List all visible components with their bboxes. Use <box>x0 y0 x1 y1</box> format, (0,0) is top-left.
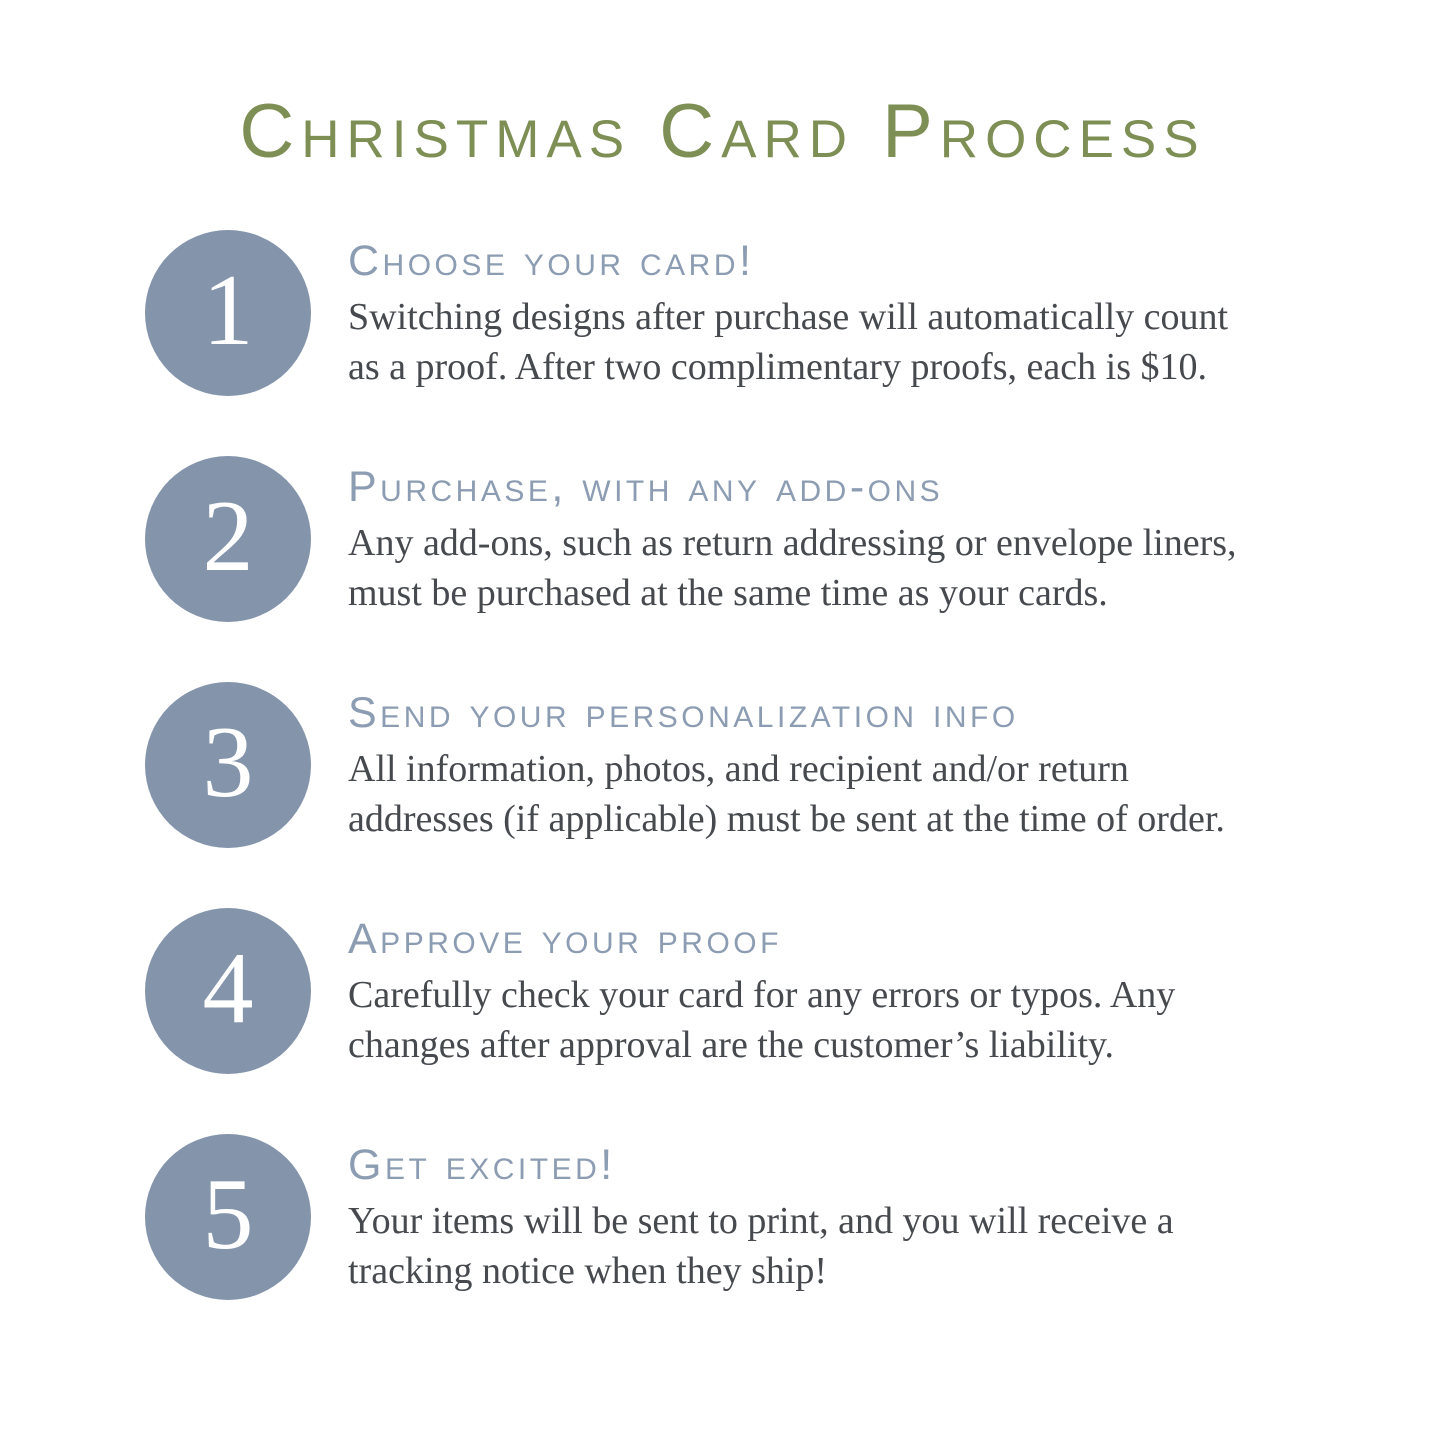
step-3 <box>145 682 1320 848</box>
page-title: Christmas Card Process <box>239 89 1206 174</box>
step-1-body-line-2: as a proof. After two complimentary proofs, each is $10. <box>348 346 1207 389</box>
step-1-number: 1 <box>202 254 254 367</box>
step-2-body-line-1: Any add-ons, such as return addressing or envelope liners, <box>348 522 1237 565</box>
step-1-heading: Choose your card! <box>348 237 755 285</box>
step-1-body-line-1: Switching designs after purchase will automatically count <box>348 296 1229 339</box>
step-1-body <box>348 292 1228 392</box>
step-5-heading: Get excited! <box>348 1141 616 1189</box>
step-3-text <box>348 682 1225 845</box>
step-1-number-circle <box>145 230 311 396</box>
step-4-body-line-1: Carefully check your card for any errors or typos. Any <box>348 974 1176 1017</box>
step-3-number: 3 <box>202 706 254 819</box>
step-5 <box>145 1134 1320 1300</box>
step-5-body <box>348 1196 1174 1296</box>
step-5-body-line-1: Your items will be sent to print, and you will receive a <box>348 1200 1174 1243</box>
step-3-body-line-1: All information, photos, and recipient and/or return <box>348 748 1129 791</box>
step-2-heading: Purchase, with any add-ons <box>348 463 944 511</box>
step-5-number-circle <box>145 1134 311 1300</box>
step-3-number-circle <box>145 682 311 848</box>
step-3-heading: Send your personalization info <box>348 689 1019 737</box>
step-5-body-line-2: tracking notice when they ship! <box>348 1250 828 1293</box>
step-5-text <box>348 1134 1174 1297</box>
step-4-body <box>348 970 1175 1070</box>
step-2-text <box>348 456 1237 619</box>
step-2-number-circle <box>145 456 311 622</box>
step-4-text <box>348 908 1175 1071</box>
step-4 <box>145 908 1320 1074</box>
step-4-number: 4 <box>202 932 254 1045</box>
step-3-body <box>348 744 1225 844</box>
step-3-body-line-2: addresses (if applicable) must be sent at the time of order. <box>348 798 1225 841</box>
step-4-heading: Approve your proof <box>348 915 782 963</box>
step-4-body-line-2: changes after approval are the customer’s liability. <box>348 1024 1115 1067</box>
step-2 <box>145 456 1320 622</box>
step-1 <box>145 230 1320 396</box>
steps-list <box>145 230 1320 1360</box>
step-2-number: 2 <box>202 480 254 593</box>
step-5-number: 5 <box>202 1158 254 1271</box>
step-2-body-line-2: must be purchased at the same time as your cards. <box>348 572 1108 615</box>
step-1-text <box>348 230 1228 393</box>
step-4-number-circle <box>145 908 311 1074</box>
step-2-body <box>348 518 1237 618</box>
